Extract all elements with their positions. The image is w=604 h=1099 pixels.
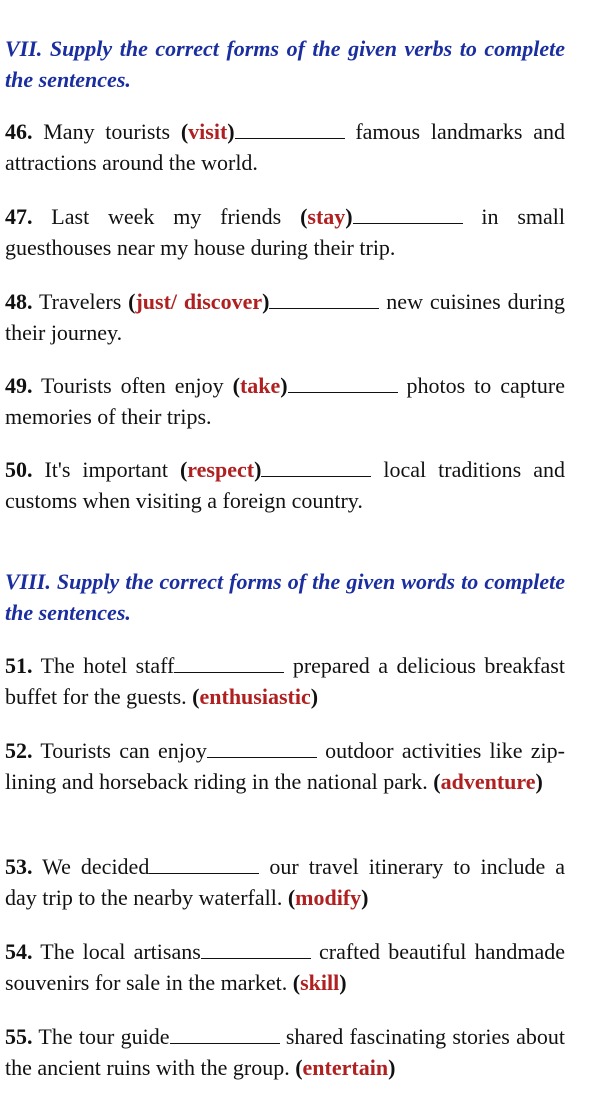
verb-hint: visit [188, 119, 228, 144]
question-text-after: new cuisines during their journey. [5, 289, 566, 345]
question-46: 46. Many tourists (visit) famous landmarks and attractions around the world. [5, 119, 565, 175]
question-number: 53. [5, 854, 33, 879]
question-number: 55. [5, 1024, 33, 1049]
question-51: 51. The hotel staff prepared a delicious breakfast buffet for the guests. (enthusiastic) [5, 653, 565, 709]
question-number: 52. [5, 738, 33, 763]
verb-hint: take [239, 373, 281, 398]
question-text-before: Tourists can enjoy [32, 738, 207, 763]
question-text-after: shared fascinating stories about the ancient ruins with the group. [5, 1024, 565, 1080]
question-text-after: famous landmarks and attractions around the world. [5, 119, 565, 175]
question-number: 46. [5, 119, 33, 144]
question-53: 53. We decided our travel itinerary to include a day trip to the nearby waterfall. (modify) [5, 854, 566, 910]
word-hint: modify [295, 885, 362, 910]
answer-blank[interactable] [174, 654, 284, 673]
question-text-before: The hotel staff [32, 653, 175, 678]
question-text-after: local traditions and customs when visiting a foreign country. [5, 457, 565, 513]
answer-blank[interactable] [261, 458, 371, 477]
verb-hint: stay [307, 204, 346, 229]
answer-blank[interactable] [207, 739, 317, 758]
question-text-before: Last week my friends [32, 204, 301, 229]
question-text-before: It's important [32, 457, 180, 482]
question-49: 49. Tourists often enjoy (take) photos to capture memories of their trips. [5, 373, 565, 429]
verb-hint: respect [187, 457, 255, 482]
question-number: 51. [5, 653, 33, 678]
question-text-after: prepared a delicious breakfast buffet for the guests. [5, 653, 565, 709]
question-number: 49. [5, 373, 33, 398]
word-hint: enthusiastic [199, 684, 311, 709]
question-text-before: We decided [32, 854, 150, 879]
answer-blank[interactable] [288, 374, 398, 393]
answer-blank[interactable] [235, 120, 345, 139]
question-47: 47. Last week my friends (stay) in small guesthouses near my house during their trip. [5, 204, 566, 260]
question-52: 52. Tourists can enjoy outdoor activities like zip-lining and horseback riding in the national park. (adventure) [5, 738, 565, 794]
verb-hint: just/ discover [135, 289, 263, 314]
word-hint: adventure [440, 769, 536, 794]
question-text-after: outdoor activities like zip-lining and horseback riding in the national park. [5, 738, 565, 794]
question-50: 50. It's important (respect) local traditions and customs when visiting a foreign country. [5, 457, 565, 513]
question-text-after: crafted beautiful handmade souvenirs for sale in the market. [5, 939, 565, 995]
question-number: 50. [5, 457, 33, 482]
question-text-after: in small guesthouses near my house during their trip. [5, 204, 566, 260]
answer-blank[interactable] [201, 940, 311, 959]
answer-blank[interactable] [149, 855, 259, 874]
question-text-before: Many tourists [32, 119, 181, 144]
question-text-before: The tour guide [32, 1024, 170, 1049]
question-text-before: The local artisans [32, 939, 201, 964]
question-text-before: Tourists often enjoy [32, 373, 233, 398]
section-7-title: VII. Supply the correct forms of the given verbs to complete the sentences. [5, 36, 565, 92]
word-hint: skill [300, 970, 340, 995]
question-48: 48. Travelers (just/ discover) new cuisines during their journey. [5, 289, 566, 345]
answer-blank[interactable] [170, 1025, 280, 1044]
question-54: 54. The local artisans crafted beautiful handmade souvenirs for sale in the market. (skill) [5, 939, 565, 995]
question-55: 55. The tour guide shared fascinating stories about the ancient ruins with the group. (entertain) [5, 1024, 565, 1080]
answer-blank[interactable] [269, 290, 379, 309]
question-number: 47. [5, 204, 33, 229]
question-text-before: Travelers [32, 289, 129, 314]
question-number: 54. [5, 939, 33, 964]
answer-blank[interactable] [353, 205, 463, 224]
word-hint: entertain [302, 1055, 389, 1080]
question-number: 48. [5, 289, 33, 314]
question-text-after: photos to capture memories of their trips. [5, 373, 565, 429]
question-text-after: our travel itinerary to include a day trip to the nearby waterfall. [5, 854, 566, 910]
section-8-title: VIII. Supply the correct forms of the given words to complete the sentences. [5, 569, 565, 625]
